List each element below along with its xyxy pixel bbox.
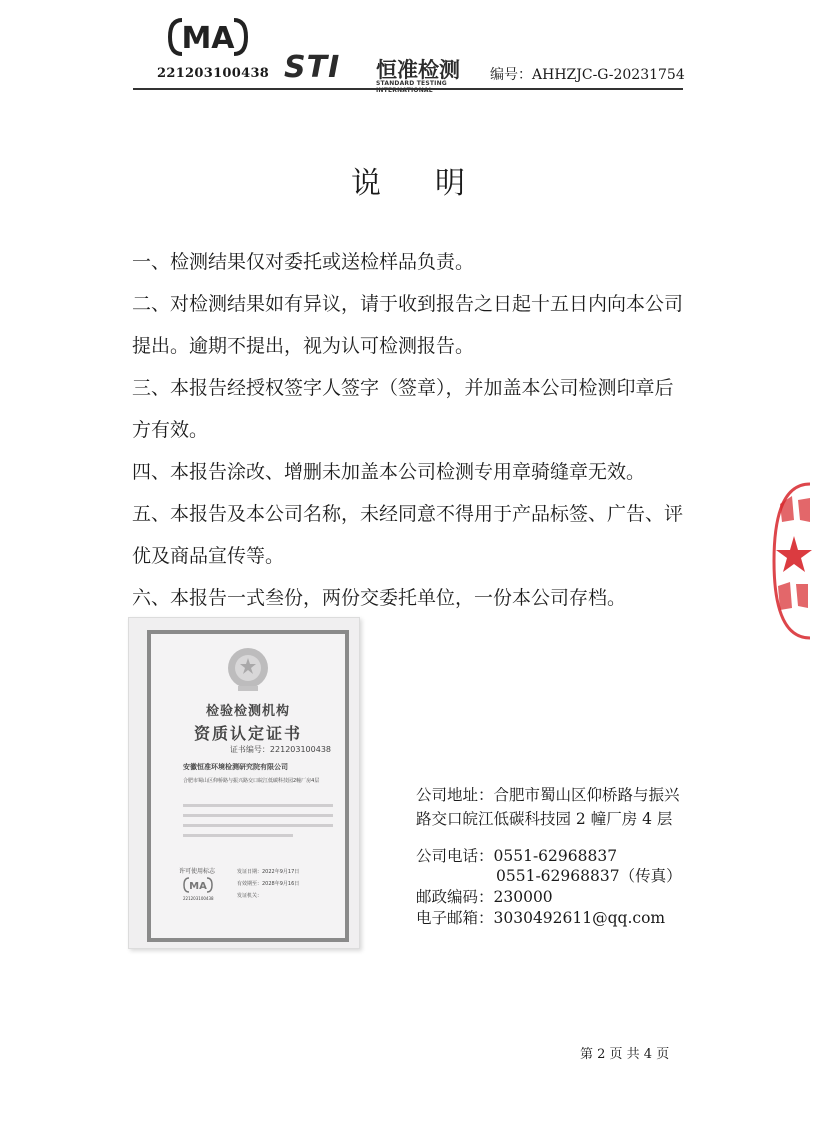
company-logo xyxy=(284,50,474,94)
clause-1: 一、检测结果仅对委托或送检样品负责。 xyxy=(132,251,475,273)
seal-fragment-icon xyxy=(770,478,816,644)
certificate-text-line xyxy=(183,814,333,817)
clause-6: 六、本报告一式叁份，两份交委托单位，一份本公司存档。 xyxy=(132,587,627,609)
certificate-issue-date: 发证日期：2022年9月17日 xyxy=(237,869,300,875)
report-number: 编号：AHHZJC-G-20231754 xyxy=(490,67,685,83)
national-emblem-icon xyxy=(225,644,271,694)
certificate-company: 安徽恒准环境检测研究院有限公司 xyxy=(183,763,288,771)
cma-logo-text: MA xyxy=(181,21,235,56)
certificate-address: 合肥市蜀山区仰桥路与振兴路交口皖江低碳科技园2幢厂房4层 xyxy=(183,778,320,784)
certificate-issuer: 发证机关： xyxy=(237,893,263,899)
certificate-number: 证书编号：221203100438 xyxy=(229,745,331,754)
certificate-text-line xyxy=(183,824,333,827)
sti-logo-text: STI xyxy=(284,50,341,85)
title-char-1: 说 xyxy=(351,166,381,201)
certificate-title-line2: 资质认定证书 xyxy=(193,724,302,743)
certificate-ma-icon xyxy=(183,876,213,894)
company-logo-cn: 恒准检测 xyxy=(376,58,460,82)
certificate-border xyxy=(147,630,349,942)
company-phone: 公司电话：0551-62968837 xyxy=(416,847,618,865)
certificate-ma-number: 221203100438 xyxy=(183,896,214,901)
clause-5: 五、本报告及本公司名称，未经同意不得用于产品标签、广告、评优及商品宣传等。 xyxy=(132,503,684,567)
company-address: 公司地址：合肥市蜀山区仰桥路与振兴路交口皖江低碳科技园 2 幢厂房 4 层 xyxy=(416,786,680,828)
clause-3: 三、本报告经授权签字人签字（签章），并加盖本公司检测印章后方有效。 xyxy=(132,377,674,441)
postal-code: 邮政编码：230000 xyxy=(416,888,553,906)
company-email: 电子邮箱：3030492611@qq.com xyxy=(416,909,666,927)
certificate-title-line1: 检验检测机构 xyxy=(205,704,290,719)
company-logo-en: STANDARD TESTING INTERNATIONAL xyxy=(376,80,447,94)
clause-4: 四、本报告涂改、增删未加盖本公司检测专用章骑缝章无效。 xyxy=(132,461,646,483)
cma-number: 221203100438 xyxy=(157,66,270,81)
certificate-image xyxy=(128,617,360,949)
certificate-mark-label: 许可使用标志 xyxy=(179,868,216,875)
certificate-valid-date: 有效期至：2028年9月16日 xyxy=(237,881,300,887)
page-number: 第 2 页 共 4 页 xyxy=(580,1047,670,1062)
company-fax: 0551-62968837（传真） xyxy=(496,867,682,885)
certificate-text-line xyxy=(183,834,293,837)
title-char-2: 明 xyxy=(435,166,465,201)
page-title xyxy=(0,158,816,202)
header-divider xyxy=(133,88,683,90)
certificate-text-line xyxy=(183,804,333,807)
clause-2: 二、对检测结果如有异议，请于收到报告之日起十五日内向本公司提出。逾期不提出，视为认可检测报告。 xyxy=(132,293,684,357)
cma-logo xyxy=(168,14,248,60)
certificate-ma-text: MA xyxy=(189,881,207,892)
